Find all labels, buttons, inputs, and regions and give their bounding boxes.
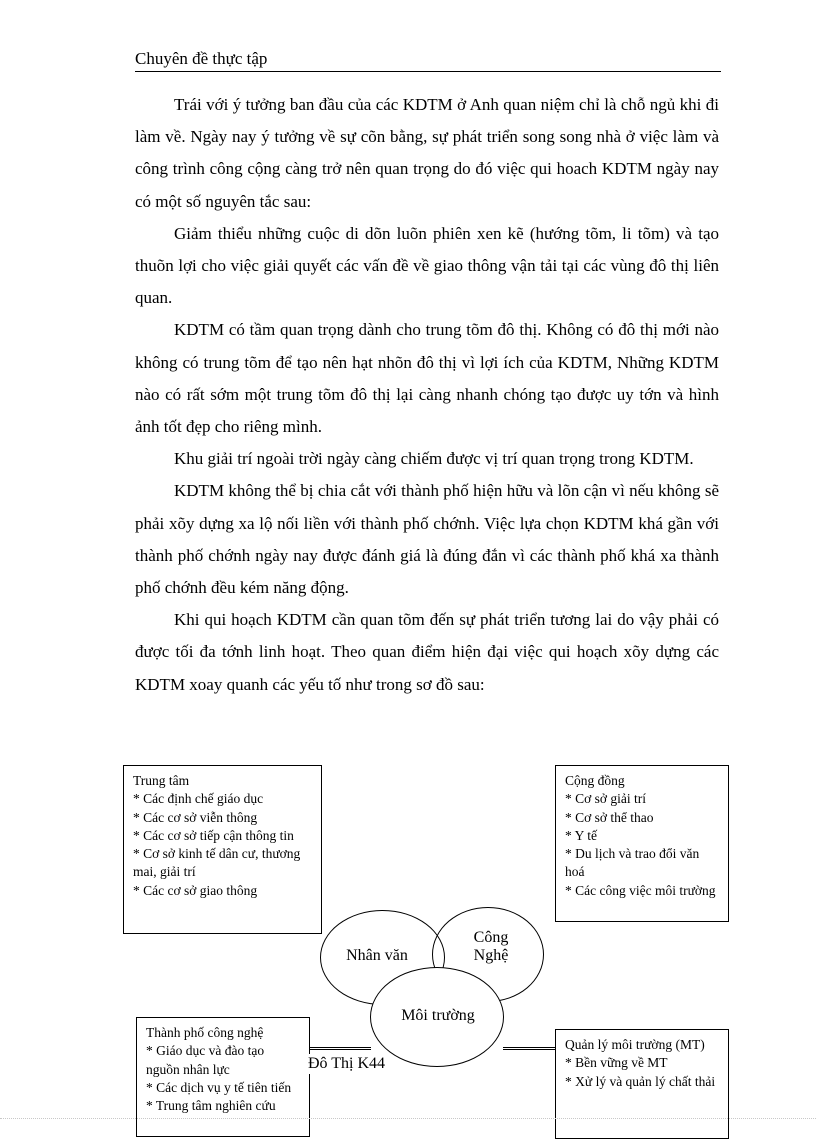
paragraph-3: KDTM có tầm quan trọng dành cho trung tõm đô thị. Không có đô thị mới nào không có trung tõm để tạo nên hạt nhõn đô thị vì lợi ích của KDTM, Những KDTM nào có rất sớm một trung tõm đô thị lại càng nhanh chóng tạo được uy tớn và hình ảnh tốt đẹp cho riêng mình. (135, 320, 719, 437)
box-cong-dong-item: * Du lịch và trao đổi văn hoá (565, 846, 700, 880)
box-quan-ly-title: Quản lý môi trường (MT) (565, 1037, 705, 1052)
box-trung-tam-title: Trung tâm (133, 773, 190, 788)
box-thanh-pho-item: * Trung tâm nghiên cứu (146, 1098, 276, 1114)
page-bottom-edge (0, 1118, 816, 1119)
label-nhan-van: Nhân văn (346, 947, 408, 964)
paragraph-1: Trái với ý tưởng ban đầu của các KDTM ở Anh quan niệm chỉ là chỗ ngủ khi đi làm về. Ngày nay ý tưởng về sự cõn bằng, sự phát triển song song nhà ở việc làm và công trình công cộng càng trở nên quan trọng do đó việc qui hoach KDTM ngày nay có một số nguyên tắc sau: (135, 95, 719, 211)
box-cong-dong-title: Cộng đồng (565, 773, 625, 788)
label-cong-nghe-line-1: Công (473, 929, 509, 946)
page-footer-text: Đô Thị K44 (308, 1055, 386, 1072)
connector-right (503, 1047, 556, 1050)
box-thanh-pho-item: * Các dịch vụ y tế tiên tiến (146, 1079, 292, 1095)
box-trung-tam-item: * Các cơ sở viễn thông (133, 809, 258, 825)
box-trung-tam-item: * Cơ sở kinh tế dân cư, thương mai, giải trí (133, 846, 301, 880)
box-cong-dong-item: * Cơ sở giải trí (565, 791, 647, 807)
box-trung-tam (123, 765, 322, 934)
box-thanh-pho-title: Thành phố công nghệ (146, 1025, 264, 1040)
box-cong-dong (555, 765, 729, 922)
page-header-title: Chuyên đề thực tập (135, 49, 268, 68)
paragraph-5: KDTM không thể bị chia cắt với thành phố hiện hữu và lõn cận vì nếu không sẽ phải xõy dựng xa lộ nối liền với thành phố chớnh. Việc lựa chọn KDTM khá gần với thành phố chớnh ngày nay được đánh giá là đúng đắn vì các thành phố khá xa thành phố chớnh đều kém năng động. (135, 481, 719, 598)
box-cong-dong-item: * Cơ sở thể thao (565, 809, 654, 825)
label-moi-truong: Môi trường (401, 1007, 475, 1024)
label-cong-nghe (458, 929, 524, 965)
body-text (135, 89, 719, 701)
connector-left (309, 1047, 371, 1050)
paragraph-2: Giảm thiểu những cuộc di dõn luõn phiên xen kẽ (hướng tõm, li tõm) và tạo thuõn lợi cho việc giải quyết các vấn đề về giao thông vận tải tại các vùng đô thị liên quan. (135, 223, 719, 308)
paragraph-6: Khi qui hoạch KDTM cần quan tõm đến sự phát triển tương lai do vậy phải có được tối đa tớnh linh hoạt. Theo quan điểm hiện đại việc qui hoạch xõy dựng các KDTM xoay quanh các yếu tố như trong sơ đồ sau: (135, 610, 719, 694)
label-cong-nghe-line-2: Nghệ (473, 947, 509, 964)
box-cong-dong-item: * Y tế (565, 827, 597, 843)
box-cong-dong-item: * Các công việc môi trường (565, 882, 716, 898)
paragraph-4: Khu giải trí ngoài trời ngày càng chiếm được vị trí quan trọng trong KDTM. (174, 449, 694, 469)
box-thanh-pho-item: * Giáo dục và đào tạo nguồn nhân lực (146, 1043, 265, 1077)
header-rule (135, 71, 721, 72)
box-trung-tam-item: * Các định chế giáo dục (133, 791, 264, 807)
box-quan-ly-item: * Xử lý và quản lý chất thải (565, 1073, 716, 1089)
box-trung-tam-item: * Các cơ sở tiếp cận thông tin (133, 827, 294, 843)
box-thanh-pho-cong-nghe (136, 1017, 310, 1137)
box-quan-ly-item: * Bền vững về MT (565, 1055, 668, 1071)
box-trung-tam-item: * Các cơ sở giao thông (133, 882, 258, 898)
